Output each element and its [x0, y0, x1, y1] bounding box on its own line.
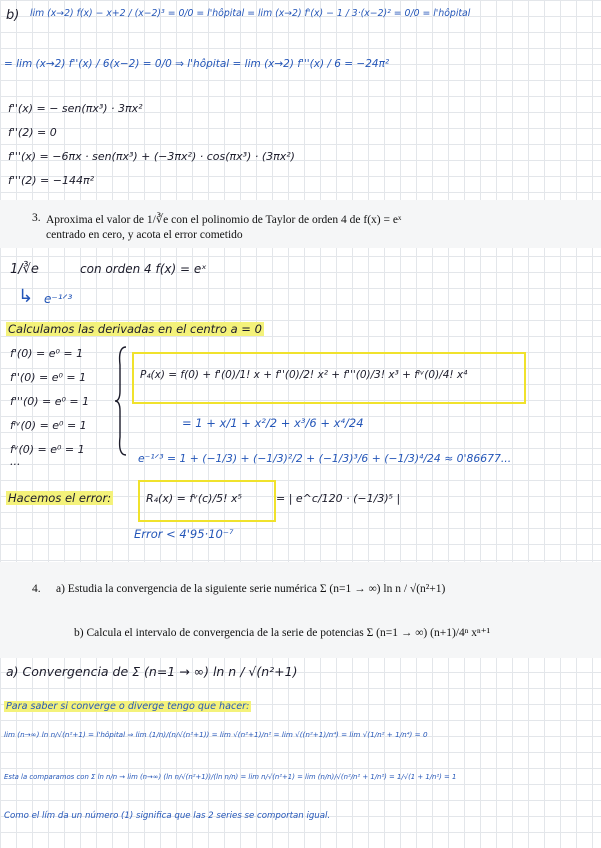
convergence-limit: lim (n→∞) ln n/√(n²+1) = l'hôpital ⇒ lim (1/n)/(n/√(n²+1)) = lim √(n²+1)/n² = lim √((n²+1)/n⁴) = lim √(1/n² + 1/n⁴) = 0 — [4, 730, 428, 739]
convergence-title: a) Convergencia de Σ (n=1 → ∞) ln n / √(n²+1) — [6, 664, 298, 679]
derivative-ellipsis: ... — [10, 455, 21, 468]
convergence-conclusion: Como el lím da un número (1) significa que las 2 series se comportan igual. — [4, 811, 331, 821]
part-b-line-2: = lim (x→2) f''(x) / 6(x−2) = 0/0 ⇒ l'hôpital = lim (x→2) f'''(x) / 6 = −24π² — [4, 58, 390, 70]
convergence-note — [4, 701, 251, 712]
convergence-comparison: Esta la comparamos con Σ ln n/n → lim (n→∞) (ln n/√(n²+1))/(ln n/n) = lim n/√(n²+1) = lim (n/n)/√(n²/n² + 1/n²) = 1/√(1 + 1/n²) = 1 — [4, 773, 457, 781]
taylor-arrow-result: e⁻¹ᐟ³ — [44, 292, 73, 306]
derivatives-brace — [114, 345, 130, 457]
taylor-evaluation: e⁻¹ᐟ³ = 1 + (−1/3) + (−1/3)²/2 + (−1/3)³/6 + (−1/3)⁴/24 ≈ 0'86677... — [138, 452, 512, 465]
taylor-header-order: con orden 4 f(x) = eˣ — [80, 262, 207, 276]
error-formula: R₄(x) = fᵛ(c)/5! x⁵ — [146, 492, 242, 505]
error-bound: = | e^c/120 · (−1/3)⁵ | — [276, 492, 401, 505]
error-label-text: Hacemos el error: — [8, 491, 112, 505]
part-b-line-5: f'''(x) = −6πx · sen(πx³) + (−3πx²) · cos(πx³) · (3πx²) — [8, 150, 295, 163]
exercise-4-part-b: b) Calcula el intervalo de convergencia de la serie de potencias Σ (n=1 → ∞) (n+1)/4ⁿ xⁿ⁺¹ — [74, 627, 491, 639]
arrow-icon: ↳ — [18, 286, 34, 307]
exercise-3-text-line-2: centrado en cero, y acota el error cometido — [46, 229, 243, 241]
taylor-polynomial: P₄(x) = f(0) + f'(0)/1! x + f''(0)/2! x² + f'''(0)/3! x³ + fᴵᵛ(0)/4! x⁴ — [140, 369, 468, 381]
exercise-4-number: 4. — [32, 583, 41, 595]
centre-note — [6, 322, 264, 336]
centre-note-text: Calculamos las derivadas en el centro a = 0 — [8, 322, 262, 336]
exercise-4-panel — [0, 562, 601, 658]
error-final: Error < 4'95·10⁻⁷ — [134, 527, 234, 541]
exercise-3-number: 3. — [32, 212, 41, 224]
part-b-line-6: f'''(2) = −144π² — [8, 174, 94, 187]
part-b-line-1: lim (x→2) f(x) − x+2 / (x−2)³ = 0/0 = l'hôpital = lim (x→2) f'(x) − 1 / 3·(x−2)² = 0/0 = l'hôpital — [30, 8, 471, 19]
taylor-expanded: = 1 + x/1 + x²/2 + x³/6 + x⁴/24 — [182, 416, 364, 430]
exercise-4-part-a: a) Estudia la convergencia de la siguiente serie numérica Σ (n=1 → ∞) ln n / √(n²+1) — [56, 583, 446, 595]
derivative-1: f'(0) = e⁰ = 1 — [10, 347, 84, 360]
derivative-5: fᵛ(0) = e⁰ = 1 — [10, 443, 85, 456]
derivative-3: f'''(0) = e⁰ = 1 — [10, 395, 90, 408]
convergence-note-text: Para saber si converge o diverge tengo que hacer: — [6, 701, 250, 712]
part-b-line-4: f''(2) = 0 — [8, 126, 57, 139]
derivative-4: fᴵᵛ(0) = e⁰ = 1 — [10, 419, 87, 432]
error-label — [6, 491, 113, 505]
part-b-line-3: f''(x) = − sen(πx³) · 3πx² — [8, 102, 143, 115]
exercise-3-text-line-1: Aproxima el valor de 1/∛e con el polinomio de Taylor de orden 4 de f(x) = eˣ — [46, 214, 402, 226]
taylor-header-value: 1/∛e — [10, 262, 39, 277]
derivative-2: f''(0) = e⁰ = 1 — [10, 371, 87, 384]
part-b-label: b) — [6, 8, 20, 23]
